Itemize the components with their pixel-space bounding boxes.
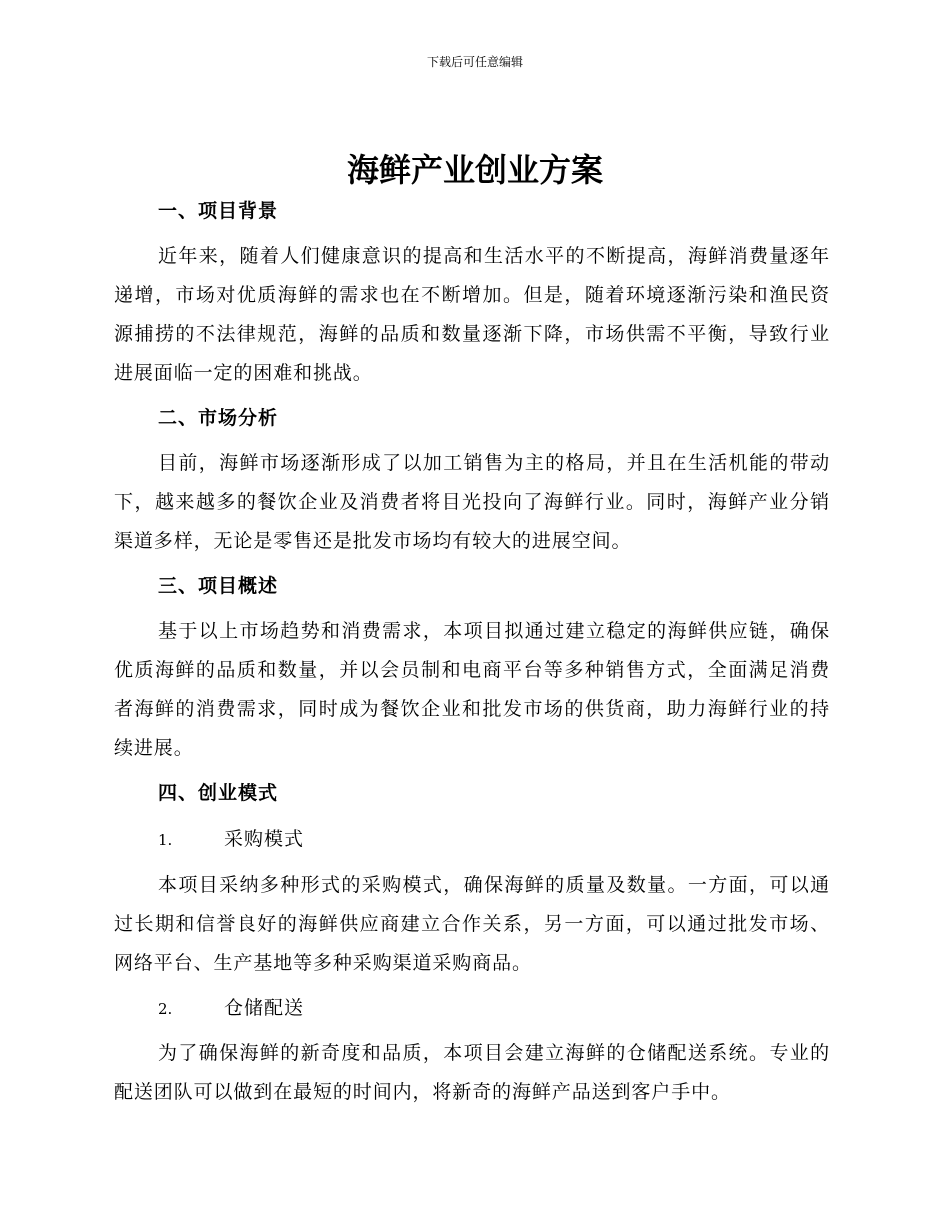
section-paragraph-market-analysis: 目前，海鲜市场逐渐形成了以加工销售为主的格局，并且在生活机能的带动下，越来越多的餐饮企业及消费者将目光投向了海鲜行业。同时，海鲜产业分销渠道多样，无论是零售还是批发市场均有较大的进展空间。	[114, 452, 830, 552]
section-heading-background: 一、项目背景	[158, 200, 279, 222]
section-heading-market-analysis: 二、市场分析	[158, 407, 279, 429]
numbered-item-warehousing	[158, 994, 304, 1023]
item-label: 仓储配送	[224, 997, 305, 1019]
item-paragraph-procurement: 本项目采纳多种形式的采购模式，确保海鲜的质量及数量。一方面，可以通过长期和信誉良好的海鲜供应商建立合作关系，另一方面，可以通过批发市场、网络平台、生产基地等多种采购渠道采购商品。	[114, 874, 830, 974]
header-note: 下载后可任意编辑	[426, 55, 523, 69]
item-number: 1.	[158, 831, 173, 849]
document-title: 海鲜产业创业方案	[346, 151, 603, 189]
numbered-item-procurement	[158, 825, 304, 854]
item-number: 2.	[158, 1000, 173, 1018]
section-paragraph-project-overview: 基于以上市场趋势和消费需求，本项目拟通过建立稳定的海鲜供应链，确保优质海鲜的品质和数量，并以会员制和电商平台等多种销售方式，全面满足消费者海鲜的消费需求，同时成为餐饮企业和批发市场的供货商，助力海鲜行业的持续进展。	[114, 620, 830, 759]
section-heading-project-overview: 三、项目概述	[158, 575, 279, 597]
item-label: 采购模式	[224, 828, 305, 850]
section-paragraph-background: 近年来，随着人们健康意识的提高和生活水平的不断提高，海鲜消费量逐年递增，市场对优质海鲜的需求也在不断增加。但是，随着环境逐渐污染和渔民资源捕捞的不法律规范，海鲜的品质和数量逐渐下降，市场供需不平衡，导致行业进展面临一定的困难和挑战。	[114, 245, 830, 384]
item-paragraph-warehousing: 为了确保海鲜的新奇度和品质，本项目会建立海鲜的仓储配送系统。专业的配送团队可以做到在最短的时间内，将新奇的海鲜产品送到客户手中。	[114, 1042, 830, 1103]
section-heading-business-model: 四、创业模式	[158, 782, 279, 804]
